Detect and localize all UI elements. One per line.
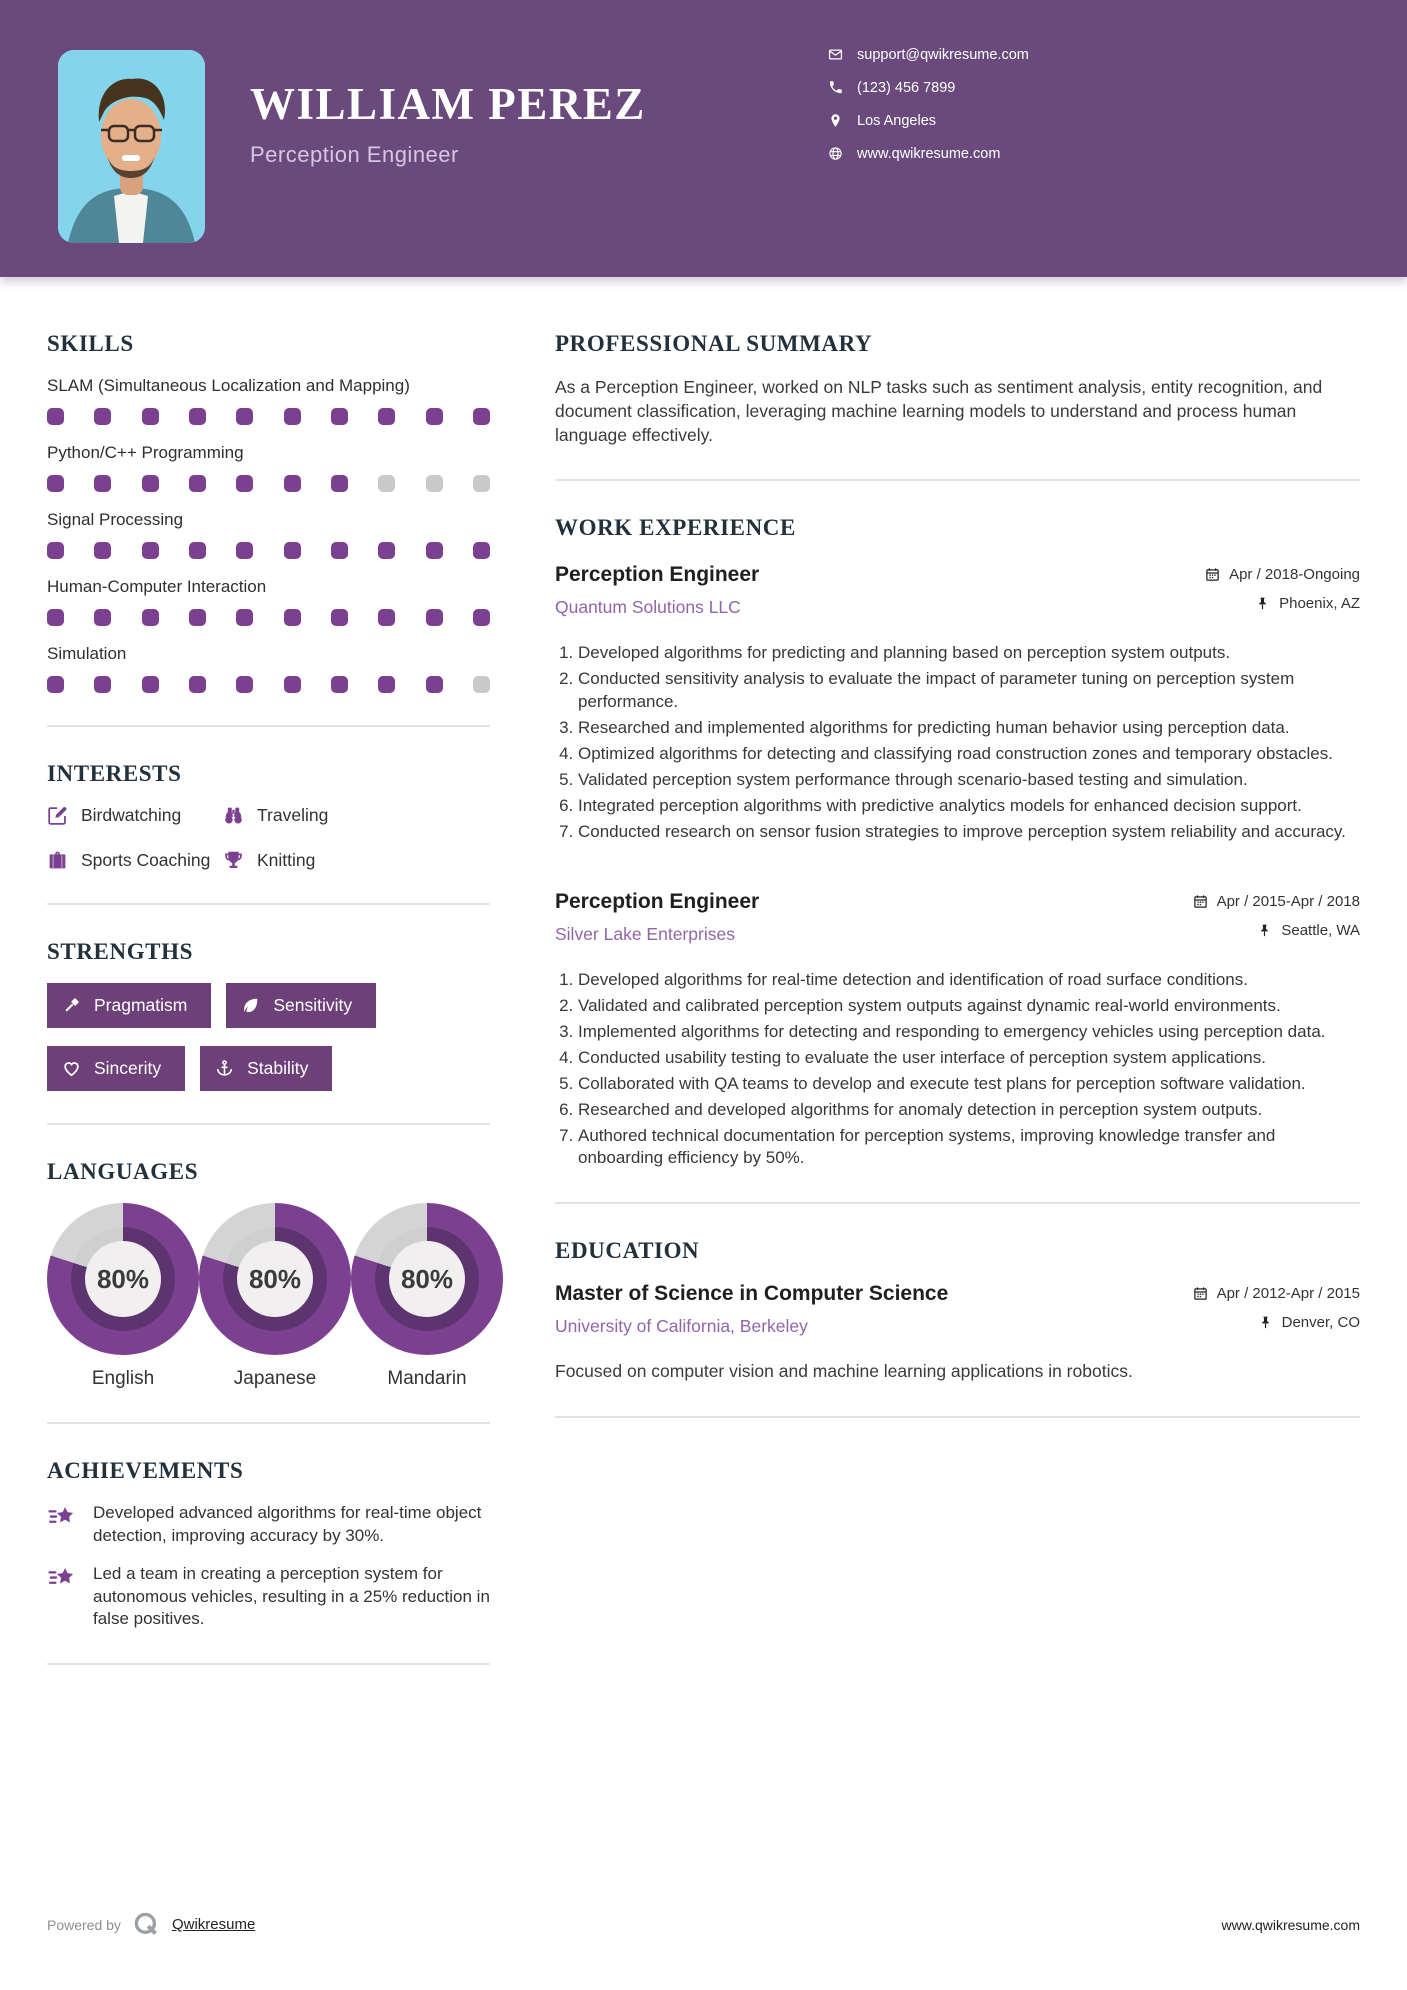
interest-item — [47, 805, 223, 826]
heart-icon — [62, 1059, 81, 1078]
bullet-item: 6. Integrated perception algorithms with predictive analytics models for enhanced decision support. — [578, 795, 1360, 818]
language-percent: 80% — [389, 1241, 465, 1317]
footer — [47, 1911, 1360, 1938]
work-experience-heading: WORK EXPERIENCE — [555, 515, 796, 541]
skill-dot-empty — [473, 676, 490, 693]
skill-label: Human-Computer Interaction — [47, 577, 267, 597]
job-meta — [1205, 563, 1360, 624]
content-columns — [0, 277, 1407, 1699]
profile-photo — [58, 50, 205, 243]
divider — [555, 1416, 1360, 1418]
skill-dot-filled — [236, 542, 253, 559]
jobs-list — [555, 563, 1360, 1170]
job-title: Perception Engineer — [250, 142, 459, 167]
job-date-row — [1205, 566, 1360, 583]
strength-label: Sensitivity — [273, 995, 353, 1016]
skill-dot-filled — [189, 609, 206, 626]
bullet-item: 5. Validated perception system performance through scenario-based testing and simulation. — [578, 769, 1360, 792]
bullet-item: 4. Conducted usability testing to evaluate the user interface of perception system applications. — [578, 1047, 1360, 1070]
achievement-text: Developed advanced algorithms for real-time object detection, improving accuracy by 30%. — [93, 1503, 482, 1545]
job-date: Apr / 2018-Ongoing — [1229, 566, 1360, 584]
skill-dot-empty — [473, 475, 490, 492]
shooting-star-icon — [47, 1503, 78, 1534]
portrait-illustration — [58, 50, 205, 243]
pencil-square-icon — [47, 805, 68, 826]
interest-label: Knitting — [257, 850, 316, 871]
skill-level-dots — [47, 542, 490, 559]
work-experience-section — [555, 515, 1360, 1170]
language-donut-chart — [199, 1203, 351, 1355]
language-percent: 80% — [85, 1241, 161, 1317]
location-icon — [828, 113, 843, 128]
contact-item[interactable] — [828, 108, 1029, 133]
bullet-item: 7. Authored technical documentation for perception systems, improving knowledge transfer and onboarding efficiency by 50%. — [578, 1125, 1360, 1171]
job-date-row — [1193, 893, 1360, 910]
company-link[interactable]: Quantum Solutions LLC — [555, 597, 741, 618]
divider — [47, 1663, 490, 1665]
language-item — [47, 1203, 199, 1390]
skill-dot-filled — [426, 609, 443, 626]
language-donut-chart — [47, 1203, 199, 1355]
job-location: Phoenix, AZ — [1279, 595, 1360, 613]
interest-label: Birdwatching — [81, 805, 182, 826]
skill-level-dots — [47, 408, 490, 425]
degree-title: Master of Science in Computer Science — [555, 1282, 949, 1306]
achievements-list — [47, 1502, 490, 1630]
skill-dot-filled — [94, 542, 111, 559]
language-label: Mandarin — [387, 1368, 467, 1390]
education-heading: EDUCATION — [555, 1238, 700, 1264]
skill-dot-filled — [142, 676, 159, 693]
footer-site-url: www.qwikresume.com — [1221, 1916, 1360, 1933]
calendar-icon — [1193, 1286, 1208, 1301]
job-title-block — [555, 563, 759, 618]
skill-dot-filled — [142, 475, 159, 492]
languages-heading: LANGUAGES — [47, 1159, 199, 1185]
pin-icon — [1258, 1315, 1273, 1330]
language-item — [351, 1203, 503, 1390]
contact-item[interactable] — [828, 75, 1029, 100]
job-location-row — [1205, 595, 1360, 612]
calendar-icon — [1193, 894, 1208, 909]
divider — [555, 479, 1360, 481]
skill-dot-empty — [426, 475, 443, 492]
contact-text: (123) 456 7899 — [857, 79, 956, 96]
job-entry — [555, 890, 1360, 1171]
skill-dot-filled — [473, 542, 490, 559]
job-location: Seattle, WA — [1281, 921, 1360, 939]
summary-heading: PROFESSIONAL SUMMARY — [555, 331, 873, 356]
job-title: Perception Engineer — [555, 889, 760, 913]
skill-item — [47, 643, 490, 693]
strength-label: Sincerity — [94, 1058, 162, 1079]
languages-list — [47, 1203, 490, 1390]
skill-dot-filled — [189, 408, 206, 425]
skill-dot-filled — [189, 676, 206, 693]
qwikresume-logo-icon — [133, 1911, 160, 1938]
skill-dot-filled — [47, 609, 64, 626]
skill-dot-filled — [47, 408, 64, 425]
skill-item — [47, 442, 490, 492]
skill-dot-filled — [189, 475, 206, 492]
email-icon — [828, 47, 843, 62]
skill-label: SLAM (Simultaneous Localization and Mapping) — [47, 376, 410, 395]
skill-dot-filled — [378, 408, 395, 425]
skill-dot-filled — [473, 609, 490, 626]
skill-dot-filled — [94, 609, 111, 626]
contact-item[interactable] — [828, 42, 1029, 67]
strength-label: Pragmatism — [94, 995, 188, 1016]
gavel-icon — [62, 996, 81, 1015]
strength-label: Stability — [247, 1058, 309, 1079]
anchor-icon — [215, 1059, 234, 1078]
bullet-item: 1. Developed algorithms for real-time detection and identification of road surface conditions. — [578, 969, 1360, 992]
skill-dot-filled — [94, 475, 111, 492]
bullet-item: 3. Researched and implemented algorithms for predicting human behavior using perception data. — [578, 717, 1360, 740]
sidebar — [47, 331, 490, 1699]
achievement-item — [47, 1502, 490, 1547]
bullet-item: 5. Collaborated with QA teams to develop and execute test plans for perception software validation. — [578, 1073, 1360, 1096]
strength-badge — [47, 983, 211, 1028]
job-title-block — [555, 890, 759, 945]
skill-dot-filled — [142, 408, 159, 425]
language-donut-chart — [351, 1203, 503, 1355]
shooting-star-icon — [47, 1564, 78, 1595]
skill-dot-filled — [189, 542, 206, 559]
skill-dot-filled — [236, 475, 253, 492]
skill-dot-filled — [284, 609, 301, 626]
company-link[interactable]: Silver Lake Enterprises — [555, 923, 735, 944]
skill-label: Signal Processing — [47, 510, 184, 530]
education-section — [555, 1238, 1360, 1383]
briefcase-icon — [47, 850, 68, 871]
achievements-section — [47, 1458, 490, 1630]
interest-item — [47, 850, 223, 871]
strength-badge — [226, 983, 376, 1028]
skill-dot-filled — [473, 408, 490, 425]
interests-list — [47, 805, 490, 871]
achievement-text: Led a team in creating a perception system for autonomous vehicles, resulting in a 25% reduction in false positives. — [93, 1564, 490, 1629]
job-bullets — [555, 642, 1360, 844]
summary-text: As a Perception Engineer, worked on NLP tasks such as sentiment analysis, entity recognition, and document classification, leveraging machine learning models to understand and process human language effectively. — [555, 377, 1323, 446]
strengths-list — [47, 983, 490, 1091]
languages-section — [47, 1159, 490, 1390]
skill-dot-filled — [378, 542, 395, 559]
skill-dot-filled — [94, 676, 111, 693]
skill-dot-filled — [284, 676, 301, 693]
skill-dot-filled — [378, 609, 395, 626]
interests-heading: INTERESTS — [47, 761, 182, 787]
interest-item — [223, 805, 490, 826]
language-label: English — [91, 1368, 155, 1390]
summary-section — [555, 331, 1360, 447]
skill-dot-filled — [426, 408, 443, 425]
strengths-heading: STRENGTHS — [47, 939, 194, 965]
skill-label: Python/C++ Programming — [47, 443, 244, 463]
skill-dot-filled — [284, 542, 301, 559]
main-column — [555, 331, 1360, 1699]
job-bullets — [555, 969, 1360, 1171]
skill-dot-filled — [378, 676, 395, 693]
bullet-item: 2. Conducted sensitivity analysis to evaluate the impact of parameter tuning on perception system performance. — [578, 668, 1360, 714]
interest-label: Sports Coaching — [81, 850, 211, 871]
contact-text: www.qwikresume.com — [857, 145, 1001, 162]
contact-list — [828, 42, 1029, 174]
skill-dot-filled — [284, 408, 301, 425]
skill-dot-filled — [236, 609, 253, 626]
bullet-item: 7. Conducted research on sensor fusion strategies to improve perception system reliability and accuracy. — [578, 821, 1360, 844]
divider — [47, 1123, 490, 1125]
skill-label: Simulation — [47, 644, 127, 664]
skill-dot-filled — [47, 475, 64, 492]
pin-icon — [1257, 923, 1272, 938]
skill-dot-filled — [331, 408, 348, 425]
name: WILLIAM PEREZ — [250, 79, 646, 129]
phone-icon — [828, 80, 843, 95]
education-date: Apr / 2012-Apr / 2015 — [1216, 1285, 1360, 1303]
skill-dot-filled — [331, 676, 348, 693]
contact-text: Los Angeles — [857, 112, 937, 129]
interest-label: Traveling — [257, 805, 329, 826]
skills-section — [47, 331, 490, 693]
job-date: Apr / 2015-Apr / 2018 — [1216, 892, 1360, 910]
job-title: Perception Engineer — [555, 563, 760, 587]
skill-item — [47, 576, 490, 626]
strengths-section — [47, 939, 490, 1091]
binoculars-icon — [223, 805, 244, 826]
skill-dot-filled — [236, 408, 253, 425]
skill-item — [47, 509, 490, 559]
job-meta — [1193, 890, 1360, 951]
calendar-icon — [1205, 567, 1220, 582]
education-note: Focused on computer vision and machine learning applications in robotics. — [555, 1361, 1133, 1382]
skill-level-dots — [47, 475, 490, 492]
pin-icon — [1255, 596, 1270, 611]
skills-heading: SKILLS — [47, 331, 134, 356]
interests-section — [47, 761, 490, 871]
skill-dot-filled — [284, 475, 301, 492]
language-label: Japanese — [233, 1368, 317, 1390]
skill-dot-filled — [331, 609, 348, 626]
job-header — [555, 563, 1360, 624]
interest-item — [223, 850, 490, 871]
achievement-item — [47, 1563, 490, 1630]
divider — [47, 1422, 490, 1424]
globe-icon — [828, 146, 843, 161]
contact-text: support@qwikresume.com — [857, 46, 1029, 63]
leaf-icon — [241, 996, 260, 1015]
skill-dot-filled — [331, 475, 348, 492]
skill-dot-filled — [94, 408, 111, 425]
divider — [47, 903, 490, 905]
skill-dot-filled — [142, 542, 159, 559]
achievements-heading: ACHIEVEMENTS — [47, 1458, 244, 1484]
skill-dot-empty — [378, 475, 395, 492]
divider — [555, 1202, 1360, 1204]
trophy-icon — [223, 850, 244, 871]
skill-dot-filled — [426, 676, 443, 693]
skill-level-dots — [47, 676, 490, 693]
bullet-item: 2. Validated and calibrated perception system outputs against dynamic real-world environments. — [578, 995, 1360, 1018]
language-percent: 80% — [237, 1241, 313, 1317]
job-location-row — [1193, 922, 1360, 939]
qwikresume-link[interactable]: Qwikresume — [171, 1916, 256, 1933]
bullet-item: 6. Researched and developed algorithms for anomaly detection in perception system outputs. — [578, 1099, 1360, 1122]
contact-item[interactable] — [828, 141, 1029, 166]
skill-item — [47, 375, 490, 425]
education-location: Denver, CO — [1281, 1314, 1360, 1332]
bullet-item: 4. Optimized algorithms for detecting and classifying road construction zones and temporary obstacles. — [578, 743, 1360, 766]
language-item — [199, 1203, 351, 1390]
strength-badge — [200, 1046, 332, 1091]
skill-dot-filled — [331, 542, 348, 559]
skills-list — [47, 375, 490, 693]
skill-dot-filled — [426, 542, 443, 559]
school-link[interactable]: University of California, Berkeley — [555, 1316, 808, 1337]
job-entry — [555, 563, 1360, 844]
skill-dot-filled — [47, 676, 64, 693]
skill-dot-filled — [142, 609, 159, 626]
powered-by-label: Powered by — [47, 1916, 121, 1933]
skill-level-dots — [47, 609, 490, 626]
skill-dot-filled — [47, 542, 64, 559]
bullet-item: 3. Implemented algorithms for detecting and responding to emergency vehicles using perception data. — [578, 1021, 1360, 1044]
skill-dot-filled — [236, 676, 253, 693]
divider — [47, 725, 490, 727]
bullet-item: 1. Developed algorithms for predicting and planning based on perception system outputs. — [578, 642, 1360, 665]
header — [0, 0, 1407, 277]
job-header — [555, 890, 1360, 951]
strength-badge — [47, 1046, 185, 1091]
